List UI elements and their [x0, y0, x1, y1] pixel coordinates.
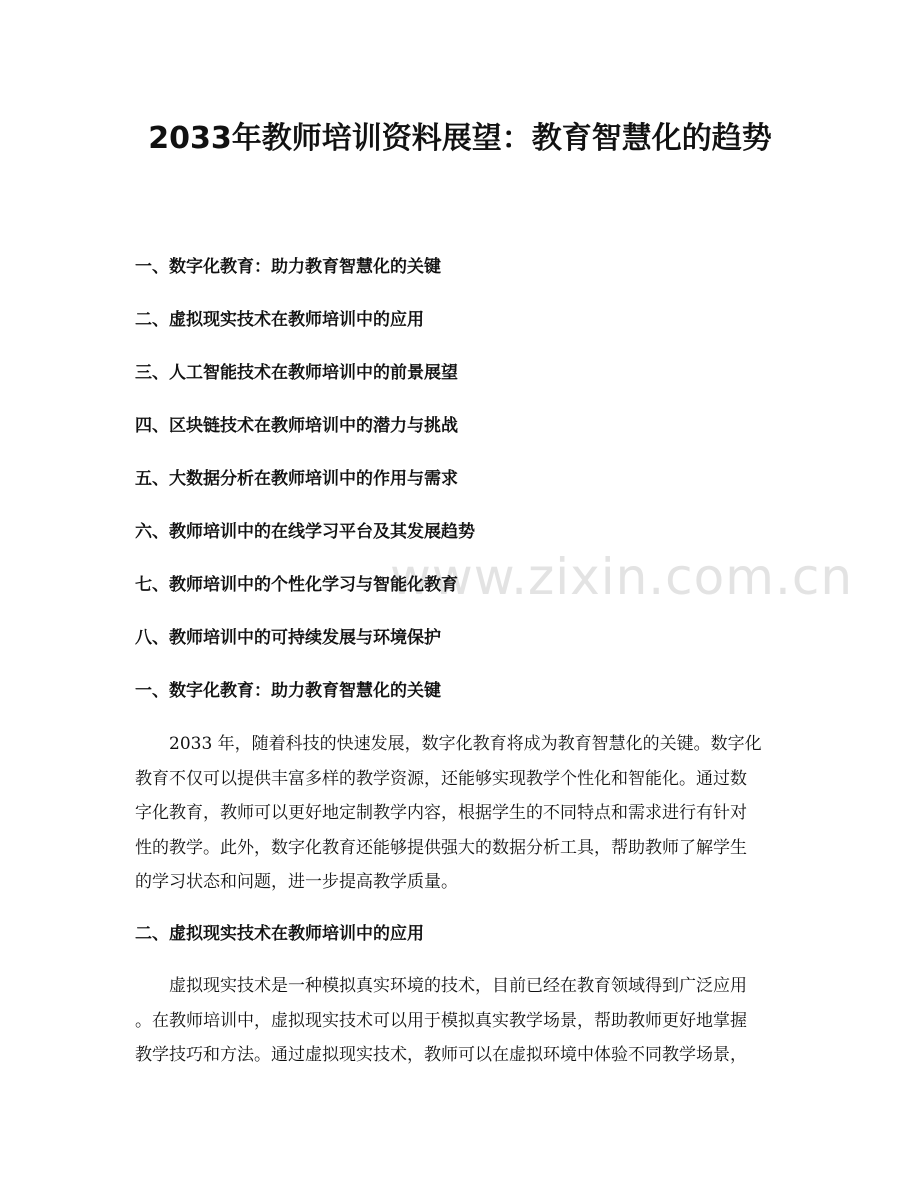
- section-1-paragraph: [135, 727, 785, 900]
- paragraph-line: 性的教学。此外，数字化教育还能够提供强大的数据分析工具，帮助教师了解学生: [135, 837, 747, 858]
- watermark: www.zixin.com.cn: [390, 548, 854, 606]
- toc-item: 五、大数据分析在教师培训中的作用与需求: [135, 469, 458, 489]
- section-heading-2: 二、虚拟现实技术在教师培训中的应用: [135, 924, 424, 944]
- toc-item: 三、人工智能技术在教师培训中的前景展望: [135, 363, 458, 383]
- paragraph-line: 虚拟现实技术是一种模拟真实环境的技术，目前已经在教育领域得到广泛应用: [169, 976, 747, 996]
- toc-item: 八、教师培训中的可持续发展与环境保护: [135, 628, 441, 648]
- toc-item: 七、教师培训中的个性化学习与智能化教育: [135, 575, 458, 595]
- toc-item: 六、教师培训中的在线学习平台及其发展趋势: [135, 522, 475, 542]
- toc-item: 一、数字化教育：助力教育智慧化的关键: [135, 257, 441, 277]
- paragraph-line: 2033 年，随着科技的快速发展，数字化教育将成为教育智慧化的关键。数字化: [169, 734, 762, 754]
- paragraph-line: 教育不仅可以提供丰富多样的教学资源，还能够实现教学个性化和智能化。通过数: [135, 768, 747, 789]
- toc-item: 二、虚拟现实技术在教师培训中的应用: [135, 310, 424, 330]
- section-heading-1: 一、数字化教育：助力教育智慧化的关键: [135, 681, 441, 701]
- document-title: 2033年教师培训资料展望：教育智慧化的趋势: [148, 121, 772, 156]
- table-of-contents: [135, 252, 795, 676]
- paragraph-line: 的学习状态和问题，进一步提高教学质量。: [135, 872, 458, 892]
- toc-item: 四、区块链技术在教师培训中的潜力与挑战: [135, 416, 458, 436]
- paragraph-line: 字化教育，教师可以更好地定制教学内容，根据学生的不同特点和需求进行有针对: [135, 803, 747, 823]
- section-2-paragraph: [135, 969, 785, 1073]
- paragraph-line: 。在教师培训中，虚拟现实技术可以用于模拟真实教学场景，帮助教师更好地掌握: [135, 1010, 747, 1031]
- paragraph-line: 教学技巧和方法。通过虚拟现实技术，教师可以在虚拟环境中体验不同教学场景，: [135, 1045, 747, 1065]
